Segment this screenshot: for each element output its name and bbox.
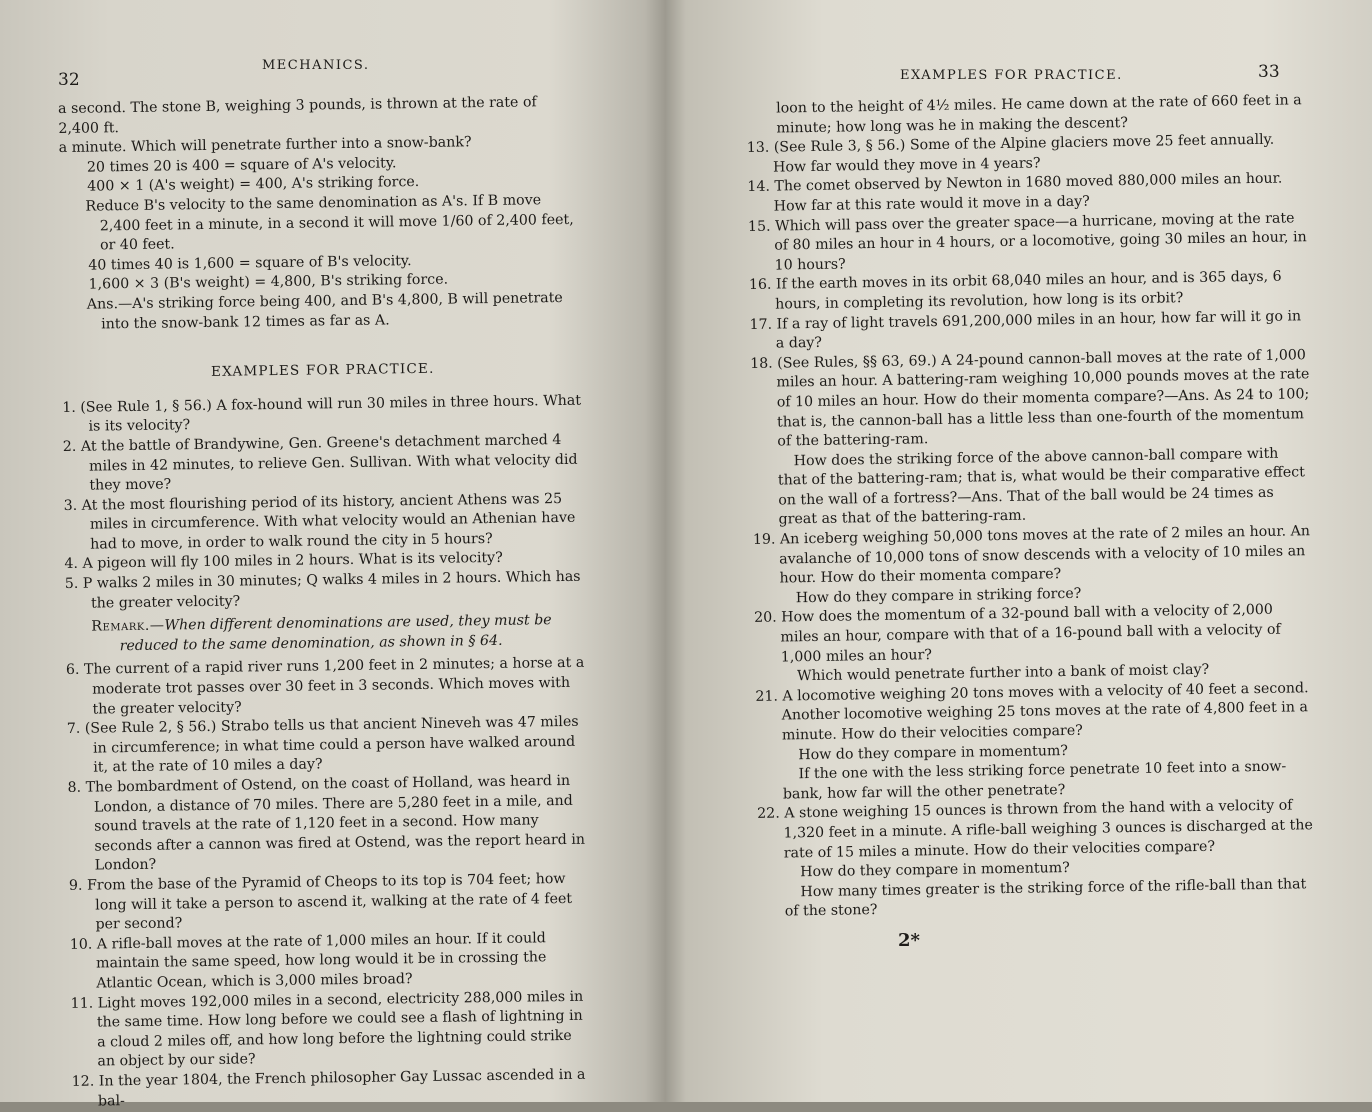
example-item: 2. At the battle of Brandywine, Gen. Greene's detachment marched 4 miles in 42 minutes, to relieve Gen. Sullivan. With what velocity did they move? bbox=[62, 431, 578, 494]
followup-question: How do they compare in striking force? bbox=[795, 585, 1082, 607]
continuation-text: loon to the height of 4½ miles. He came down at the rate of 660 feet in a minute; how long was he in making the descent? bbox=[776, 92, 1302, 137]
followup-question: How many times greater is the striking force of the rifle-ball than that of the stone? bbox=[784, 876, 1307, 920]
followup-question: How do they compare in momentum? bbox=[798, 742, 1069, 763]
followup-question: How does the striking force of the above cannon-ball compare with that of the battering-ram; that is, what would be their comparative effect on the wall of a fortress?—Ans. That of the ball would be 24 times as great as that of the battering-ram. bbox=[777, 445, 1305, 529]
answer-line: Ans.—A's striking force being 400, and B's 4,800, B will penetrate into the snow-bank 12 times as far as A. bbox=[86, 289, 563, 332]
work-line: Reduce B's velocity to the same denomination as A's. If B move 2,400 feet in a minute, in a second it will move 1/60 of 2,400 feet, or 40 feet. bbox=[85, 192, 574, 254]
running-head: MECHANICS. bbox=[262, 58, 370, 73]
example-item: 15. Which will pass over the greater space—a hurricane, moving at the rate of 80 miles an hour in 4 hours, or a locomotive, going 30 miles an hour, in 10 hours? bbox=[747, 209, 1307, 274]
work-line: 20 times 20 is 400 = square of A's velocity. bbox=[86, 155, 397, 176]
example-item: 3. At the most flourishing period of its history, ancient Athens was 25 miles in circumference. With what velocity would an Athenian have had to move, in order to walk round the city in 5 hours? bbox=[63, 490, 576, 553]
example-item: 6. The current of a rapid river runs 1,200 feet in 2 minutes; a horse at a moderate trot passes over 30 feet in 3 seconds. Which moves with the greater velocity? bbox=[65, 655, 585, 718]
example-item: 18. (See Rules, §§ 63, 69.) A 24-pound cannon-ball moves at the rate of 1,000 miles an hour. A battering-ram weighing 10,000 pounds moves at the rate of 10 miles an hour. How do their momenta compare?—Ans. As 24 to 100; that is, the cannon-ball has a little less than one-fourth of the momentum of the battering-ram. bbox=[750, 346, 1310, 450]
example-item: 14. The comet observed by Newton in 1680 moved 880,000 miles an hour. How far at this rate would it move in a day? bbox=[747, 170, 1283, 215]
signature-mark: 2* bbox=[898, 930, 920, 951]
example-item: 5. P walks 2 miles in 30 minutes; Q walks 4 miles in 2 hours. Which has the greater velocity? bbox=[64, 568, 581, 612]
example-item: 1. (See Rule 1, § 56.) A fox-hound will run 30 miles in three hours. What is its velocity? bbox=[62, 392, 582, 435]
work-line: 40 times 40 is 1,600 = square of B's velocity. bbox=[88, 252, 412, 274]
example-item: 22. A stone weighing 15 ounces is thrown from the hand with a velocity of 1,320 feet in a minute. A rifle-ball weighing 3 ounces is discharged at the rate of 15 miles a minute. How do their velocities compare? bbox=[757, 797, 1313, 862]
example-item: 9. From the base of the Pyramid of Cheops to its top is 704 feet; how long will it take a person to ascend it, walking at the rate of 4 feet per second? bbox=[68, 870, 573, 933]
example-item: 17. If a ray of light travels 691,200,000 miles in an hour, how far will it go in a day? bbox=[749, 307, 1302, 352]
followup-question: Which would penetrate further into a bank of moist clay? bbox=[796, 662, 1210, 685]
example-item: 11. Light moves 192,000 miles in a second, electricity 288,000 miles in the same time. How long before we could see a flash of lightning in a cloud 2 miles off, and how long before the lightning could strike an object by our side? bbox=[70, 988, 584, 1070]
followup-question: How do they compare in momentum? bbox=[800, 860, 1070, 881]
remark bbox=[65, 611, 587, 657]
example-item: 4. A pigeon will fly 100 miles in 2 hours. What is its velocity? bbox=[64, 550, 503, 573]
followup-question: If the one with the less striking force penetrate 10 feet into a snow-bank, how far will the other penetrate? bbox=[782, 758, 1287, 803]
intro-line: a second. The stone B, weighing 3 pounds, is thrown at the rate of 2,400 ft. bbox=[58, 94, 537, 137]
remark-text: When different denominations are used, they must be reduced to the same denomination, as shown in § 64. bbox=[119, 612, 552, 655]
left-page bbox=[0, 0, 640, 1110]
intro-line: a minute. Which will penetrate further into a snow-bank? bbox=[58, 134, 472, 157]
example-item: 20. How does the momentum of a 32-pound ball with a velocity of 2,000 miles an hour, compare with that of a 16-pound ball with a velocity of 1,000 miles an hour? bbox=[754, 602, 1281, 666]
example-item: 19. An iceberg weighing 50,000 tons moves at the rate of 2 miles an hour. An avalanche of 10,000 tons of snow descends with a velocity of 10 miles an hour. How do their momenta compare? bbox=[752, 523, 1311, 587]
page-number: 32 bbox=[58, 70, 80, 90]
right-page bbox=[660, 0, 1372, 1102]
example-item: 21. A locomotive weighing 20 tons moves with a velocity of 40 feet a second. Another locomotive weighing 25 tons moves at the rate of 4,800 feet in a minute. How do their velocities compare? bbox=[755, 680, 1309, 744]
section-heading: EXAMPLES FOR PRACTICE. bbox=[210, 360, 435, 381]
example-item: 13. (See Rule 3, § 56.) Some of the Alpine glaciers move 25 feet annually. How far would they move in 4 years? bbox=[746, 131, 1275, 176]
example-item: 16. If the earth moves in its orbit 68,040 miles an hour, and is 365 days, 6 hours, in completing its revolution, how long is its orbit? bbox=[748, 268, 1282, 313]
left-page-body bbox=[58, 93, 594, 1112]
work-line: 400 × 1 (A's weight) = 400, A's striking force. bbox=[87, 174, 420, 195]
work-line: 1,600 × 3 (B's weight) = 4,800, B's striking force. bbox=[88, 271, 449, 293]
running-head: EXAMPLES FOR PRACTICE. bbox=[900, 68, 1123, 83]
example-item: 12. In the year 1804, the French philosopher Gay Lussac ascended in a bal- bbox=[71, 1066, 586, 1110]
example-item: 10. A rifle-ball moves at the rate of 1,000 miles an hour. If it could maintain the same speed, how long would it be in crossing the Atlantic Ocean, which is 3,000 miles broad? bbox=[69, 930, 547, 992]
page-number: 33 bbox=[1258, 62, 1280, 82]
example-item: 7. (See Rule 2, § 56.) Strabo tells us that ancient Nineveh was 47 miles in circumference; in what time could a person have walked around it, at the rate of 10 miles a day? bbox=[66, 714, 579, 776]
example-item: 8. The bombardment of Ostend, on the coast of Holland, was heard in London, a distance of 70 miles. There are 5,280 feet in a mile, and sound travels at the rate of 1,120 feet in a second. How many seconds after a cannon was fired at Ostend, was the report heard in London? bbox=[67, 772, 586, 874]
right-page-body bbox=[746, 91, 1319, 923]
remark-label: Remark.— bbox=[91, 617, 165, 635]
